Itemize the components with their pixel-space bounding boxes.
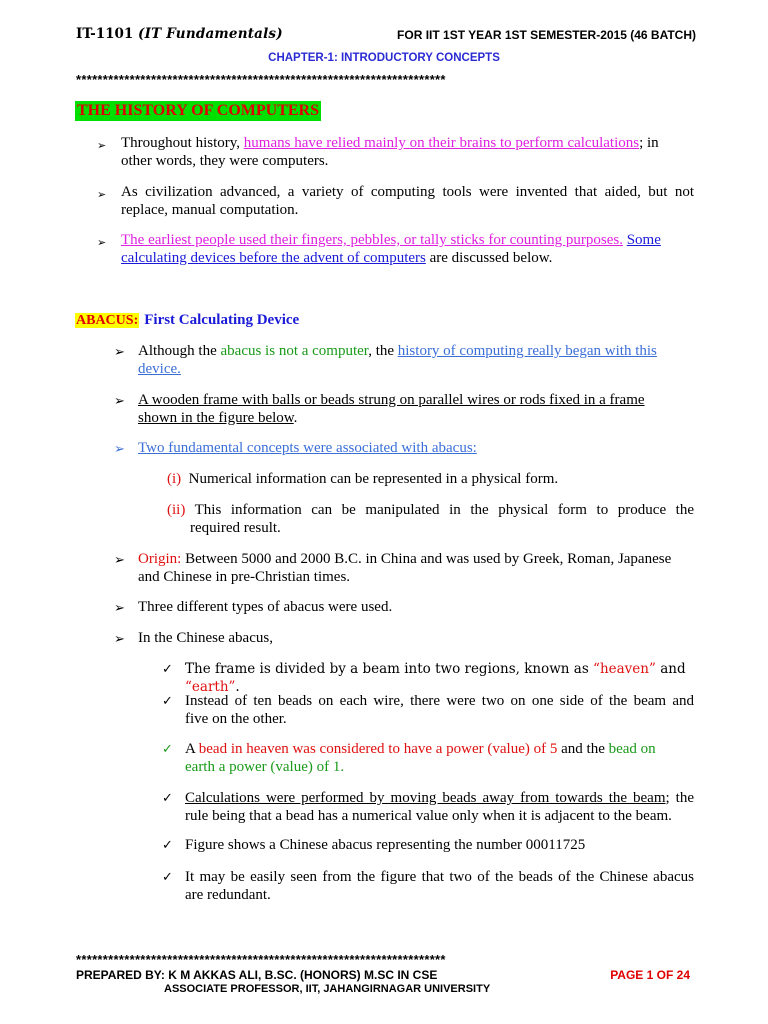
chinese-abacus-point-3: ✓ A bead in heaven was considered to have a power (value) of 5 and the bead on earth a power (value) of 1. (162, 741, 656, 775)
section-title: THE HISTORY OF COMPUTERS (77, 102, 319, 119)
arrow-bullet-icon: ➢ (97, 139, 107, 152)
course-code: IT-1101 (76, 26, 134, 42)
checkmark-icon: ✓ (162, 694, 173, 709)
header-divider: ********************************************************************* (76, 73, 446, 87)
chinese-abacus-point-4: ✓ Calculations were performed by moving beads away from towards the beam; the rule being that a bead has a numerical value only when it is adjacent to the beam. (162, 790, 694, 824)
abacus-point-5: ➢ Three different types of abacus were used. (114, 599, 393, 616)
footer-divider: ********************************************************************* (76, 953, 446, 967)
arrow-bullet-icon: ➢ (114, 553, 125, 568)
abacus-tag: ABACUS: (76, 313, 139, 328)
arrow-bullet-icon: ➢ (97, 236, 107, 249)
checkmark-icon: ✓ (162, 870, 173, 885)
arrow-bullet-icon: ➢ (114, 632, 125, 647)
abacus-origin: ➢ Origin: Between 5000 and 2000 B.C. in China and was used by Greek, Roman, Japanese and Chinese in pre-Christian times. (114, 551, 672, 585)
arrow-bullet-icon: ➢ (114, 394, 125, 409)
checkmark-icon: ✓ (162, 838, 173, 853)
arrow-bullet-icon: ➢ (114, 345, 125, 360)
abacus-point-1: ➢ Although the abacus is not a computer, the history of computing really began with this device. (114, 343, 657, 377)
chinese-abacus-point-2: ✓ Instead of ten beads on each wire, there were two on one side of the beam and five on the other. (162, 693, 694, 727)
checkmark-icon: ✓ (162, 742, 173, 757)
course-header (76, 26, 283, 42)
concept-2: (ii) This information can be manipulated in the physical form to produce the required result. (167, 502, 694, 536)
chinese-abacus-point-6: ✓ It may be easily seen from the figure that two of the beads of the Chinese abacus are redundant. (162, 869, 694, 903)
arrow-bullet-icon: ➢ (114, 601, 125, 616)
history-bullet-2: ➢ As civilization advanced, a variety of computing tools were invented that aided, but not replace, manual computation. (97, 184, 694, 218)
batch-info: FOR IIT 1ST YEAR 1ST SEMESTER-2015 (46 BATCH) (397, 28, 696, 42)
abacus-title: First Calculating Device (144, 312, 300, 328)
history-bullet-3: ➢ The earliest people used their fingers, pebbles, or tally sticks for counting purposes. Some calculating devices before the advent of computers are discussed below. (97, 232, 661, 266)
chinese-abacus-point-5: ✓ Figure shows a Chinese abacus representing the number 00011725 (162, 837, 586, 853)
chapter-title: CHAPTER-1: INTRODUCTORY CONCEPTS (268, 52, 500, 64)
abacus-point-2: ➢ A wooden frame with balls or beads strung on parallel wires or rods fixed in a frame shown in the figure below. (114, 392, 645, 426)
abacus-point-3: ➢ Two fundamental concepts were associated with abacus: (114, 440, 477, 457)
abacus-heading (75, 312, 299, 329)
arrow-bullet-icon: ➢ (97, 188, 107, 201)
history-bullet-1: ➢ Throughout history, humans have relied mainly on their brains to perform calculations; in other words, they were computers. (97, 135, 659, 169)
author-position: ASSOCIATE PROFESSOR, IIT, JAHANGIRNAGAR UNIVERSITY (164, 983, 491, 995)
prepared-by: PREPARED BY: K M AKKAS ALI, B.SC. (HONORS) M.SC IN CSE (76, 968, 438, 982)
arrow-bullet-icon: ➢ (114, 442, 125, 457)
chinese-abacus-point-1: ✓ The frame is divided by a beam into two regions, known as “heaven” and “earth”. (162, 661, 686, 695)
concept-1: (i) Numerical information can be represented in a physical form. (167, 471, 559, 487)
checkmark-icon: ✓ (162, 791, 173, 806)
page-number: PAGE 1 OF 24 (610, 968, 690, 982)
course-name: (IT Fundamentals) (138, 26, 283, 42)
abacus-point-6: ➢ In the Chinese abacus, (114, 630, 273, 647)
checkmark-icon: ✓ (162, 662, 173, 677)
